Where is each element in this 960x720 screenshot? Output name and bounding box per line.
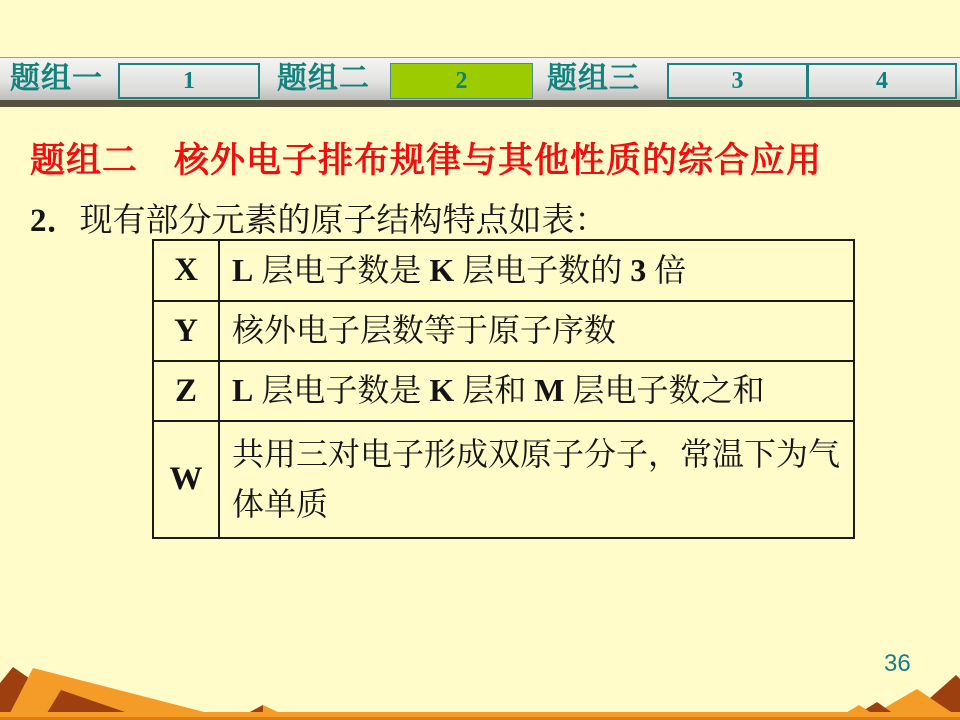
nav-button-4[interactable]: 4 — [807, 63, 957, 99]
footer-pyramids-decoration — [0, 660, 960, 720]
question-number: 2． — [30, 203, 80, 239]
nav-button-1[interactable]: 1 — [118, 63, 260, 99]
table-row — [153, 421, 854, 538]
question-line — [30, 194, 608, 241]
element-table-body — [153, 240, 854, 538]
nav-group-3-label[interactable]: 题组三 — [547, 62, 640, 95]
element-desc-cell: L 层电子数是 K 层和 M 层电子数之和 — [219, 361, 854, 421]
nav-bottom-strip — [0, 100, 960, 107]
element-key-cell: X — [153, 240, 219, 301]
element-table — [152, 239, 855, 539]
nav-button-2-active[interactable]: 2 — [390, 63, 533, 99]
element-desc-cell: 核外电子层数等于原子序数 — [219, 301, 854, 361]
nav-button-3[interactable]: 3 — [667, 63, 808, 99]
slide-title: 题组二 核外电子排布规律与其他性质的综合应用 — [30, 141, 823, 180]
element-key-cell: Z — [153, 361, 219, 421]
table-row — [153, 301, 854, 361]
page-number: 36 — [884, 650, 911, 677]
nav-group-2-label[interactable]: 题组二 — [277, 62, 370, 95]
table-row — [153, 361, 854, 421]
question-text: 现有部分元素的原子结构特点如表： — [79, 203, 608, 239]
element-desc-cell: L 层电子数是 K 层电子数的 3 倍 — [219, 240, 854, 301]
element-key-cell: Y — [153, 301, 219, 361]
element-desc-cell: 共用三对电子形成双原子分子，常温下为气体单质 — [219, 421, 854, 538]
table-row — [153, 240, 854, 301]
element-key-cell: W — [153, 421, 219, 538]
nav-group-1-label[interactable]: 题组一 — [10, 62, 103, 95]
